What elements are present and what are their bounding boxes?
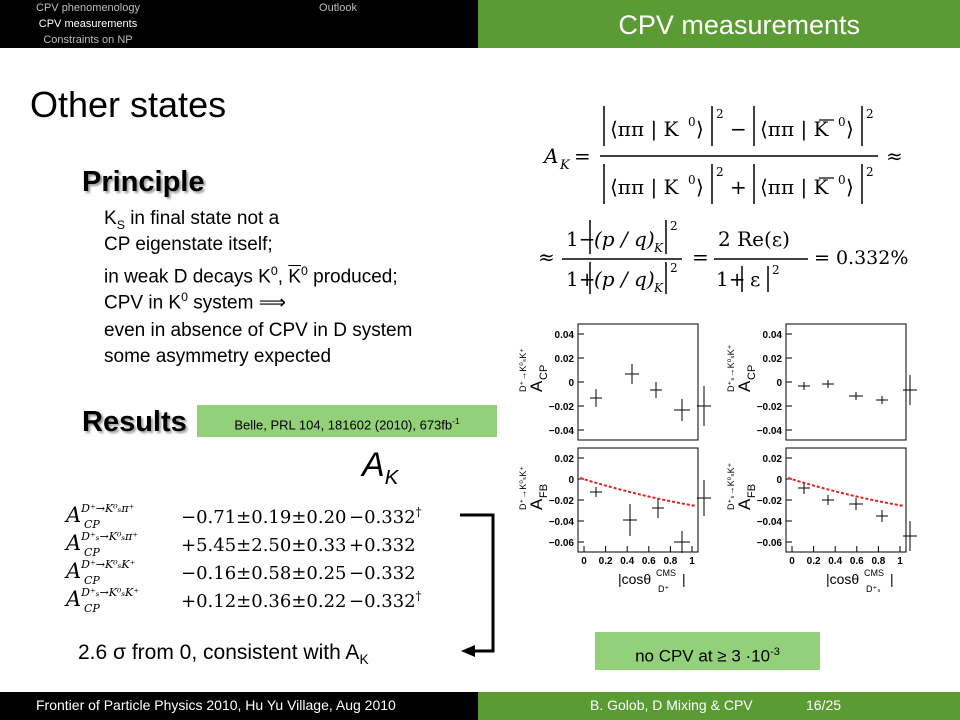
y-tick-label: 0: [568, 378, 574, 389]
svg-text:K: K: [654, 281, 663, 295]
svg-text:⟩: ⟩: [846, 117, 854, 141]
principle-line-2: CP eigenstate itself;: [104, 234, 273, 255]
decay-label: [726, 344, 736, 392]
svg-text:−: −: [730, 117, 747, 141]
expectation-curve: [788, 478, 904, 506]
x-tick-label: 0.6: [849, 556, 864, 567]
x-axis-label-sup: CMS: [656, 568, 676, 578]
svg-text:≈: ≈: [886, 144, 903, 168]
y-tick-label: −0.04: [756, 517, 782, 528]
svg-text:= 0.332%: = 0.332%: [814, 247, 909, 269]
svg-text:2: 2: [866, 107, 874, 121]
principle-line-3: in weak D decays $K^0$, $\overline{K}^0$ produced;: [104, 264, 398, 288]
svg-text:=: =: [692, 245, 709, 269]
y-label-text: A: [735, 498, 754, 510]
svg-text:2: 2: [670, 261, 678, 275]
svg-text:0: 0: [688, 173, 696, 187]
decay-label: [518, 348, 528, 392]
x-axis-label-sub: D⁺: [658, 584, 670, 594]
svg-text:0: 0: [838, 173, 846, 187]
svg-text:≈: ≈: [538, 245, 555, 269]
x-tick-label: 0: [581, 556, 587, 567]
plot-afb-dplus: [510, 440, 720, 600]
y-label-text: A: [527, 498, 546, 510]
svg-text:K: K: [560, 158, 570, 173]
principle-line-4: CPV in $K^0$ system ⟹: [104, 290, 286, 314]
page-title: Other states: [30, 84, 227, 125]
y-label-sub: CP: [538, 364, 550, 380]
svg-text:⟩: ⟩: [696, 117, 704, 141]
y-tick-label: −0.02: [756, 402, 782, 413]
plot-afb-dsplus: [718, 440, 928, 600]
nav-item-constraints-on-np[interactable]: Constraints on NP: [43, 34, 133, 46]
ak-formula: [536, 96, 912, 296]
svg-text:ε: ε: [750, 267, 761, 291]
results-heading: Results: [82, 406, 187, 438]
svg-text:2 Re(ε): 2 Re(ε): [718, 227, 790, 251]
x-axis-label: |cosθ: [826, 571, 860, 587]
y-tick-label: 0.02: [554, 454, 574, 465]
y-tick-label: −0.04: [548, 517, 574, 528]
x-tick-label: 1: [897, 556, 903, 567]
y-tick-label: −0.04: [756, 426, 782, 437]
svg-text:2: 2: [716, 165, 724, 179]
decay-label-text: D⁺ₛ→K⁰ₛK⁺: [726, 462, 736, 510]
x-axis-label-end: |: [682, 571, 686, 587]
y-axis-label: [527, 484, 550, 510]
svg-text:⟨ππ | K: ⟨ππ | K: [760, 117, 829, 141]
x-tick-label: 0.4: [828, 556, 843, 567]
nav-item-outlook[interactable]: Outlook: [319, 2, 357, 14]
svg-text:⟨ππ | K: ⟨ππ | K: [610, 117, 679, 141]
svg-text:A: A: [544, 144, 559, 168]
principle-heading: Principle: [82, 166, 205, 198]
y-axis-label: [527, 365, 550, 392]
y-axis-label: [735, 365, 758, 392]
x-tick-label: 0.2: [598, 556, 613, 567]
y-axis-label: [735, 484, 758, 510]
x-tick-label: 0.2: [806, 556, 821, 567]
y-label-sub: CP: [746, 364, 758, 380]
y-tick-label: −0.04: [548, 426, 574, 437]
y-tick-label: 0: [568, 475, 574, 486]
y-tick-label: −0.06: [548, 538, 574, 549]
svg-text:+: +: [730, 175, 747, 199]
svg-text:⟩: ⟩: [696, 175, 704, 199]
decay-label-text: D⁺→K⁰ₛK⁺: [518, 466, 528, 510]
plot-acp-dsplus: [718, 310, 928, 445]
svg-text:⟨ππ | K: ⟨ππ | K: [610, 175, 679, 199]
decay-label-text: D⁺→K⁰ₛK⁺: [518, 348, 528, 392]
svg-text:2: 2: [772, 263, 780, 277]
no-cpv-box: no CPV at ≥ $3 \cdot 10^{-3}$: [595, 632, 820, 670]
y-tick-label: 0.02: [554, 354, 574, 365]
x-tick-label: 0.6: [641, 556, 656, 567]
svg-text:2: 2: [716, 107, 724, 121]
principle-line-1: $K_S$ in final state not a: [104, 208, 280, 232]
svg-text:1+: 1+: [716, 267, 746, 291]
svg-text:K: K: [654, 241, 663, 255]
y-label-text: A: [527, 380, 546, 392]
plot-frame: [786, 448, 906, 552]
x-tick-label: 0: [789, 556, 795, 567]
citation-box: Belle, PRL 104, 181602 (2010), $673fb^{-1}$: [197, 405, 497, 437]
decay-label: [518, 466, 528, 510]
decay-label: [726, 462, 736, 510]
plot-frame: [578, 324, 698, 440]
svg-text:1−: 1−: [566, 227, 596, 251]
svg-text:⟩: ⟩: [846, 175, 854, 199]
x-tick-label: 0.8: [871, 556, 886, 567]
nav-item-cpv-phenomenology[interactable]: CPV phenomenology: [36, 2, 140, 14]
y-tick-label: −0.02: [548, 402, 574, 413]
x-tick-label: 0.4: [620, 556, 635, 567]
svg-text:0: 0: [688, 115, 696, 129]
svg-text:(p / q): (p / q): [594, 267, 655, 291]
footer-author: B. Golob, D Mixing & CPV: [590, 697, 753, 713]
y-tick-label: 0.04: [554, 330, 574, 341]
x-axis-label-end: |: [890, 571, 894, 587]
x-tick-label: 0.8: [663, 556, 678, 567]
y-tick-label: −0.02: [548, 496, 574, 507]
x-axis-label-sup: CMS: [864, 568, 884, 578]
x-axis-label-sub: D⁺ₛ: [866, 584, 881, 594]
y-tick-label: 0.02: [762, 354, 782, 365]
ak-column-label: $A_K$: [362, 446, 399, 489]
x-tick-label: 1: [689, 556, 695, 567]
y-label-text: A: [735, 380, 754, 392]
svg-text:=: =: [574, 144, 591, 168]
svg-text:1+: 1+: [566, 267, 596, 291]
plot-frame: [578, 448, 698, 552]
conclusion-text: 2.6 σ from 0, consistent with $A_K$: [78, 641, 369, 668]
y-label-sub: FB: [746, 483, 758, 498]
y-tick-label: 0.04: [762, 330, 782, 341]
bracket-arrow-icon: [455, 505, 505, 660]
principle-line-5: even in absence of CPV in D system: [104, 320, 413, 341]
y-tick-label: 0: [776, 378, 782, 389]
principle-line-6: some asymmetry expected: [104, 346, 332, 367]
y-tick-label: −0.06: [756, 538, 782, 549]
x-axis-label: |cosθ: [618, 571, 652, 587]
svg-text:2: 2: [670, 219, 678, 233]
svg-text:⟨ππ | K: ⟨ππ | K: [760, 175, 829, 199]
nav-item-cpv-measurements[interactable]: CPV measurements: [38, 18, 138, 30]
svg-text:0: 0: [838, 115, 846, 129]
footer-conference: Frontier of Particle Physics 2010, Hu Yu Village, Aug 2010: [36, 697, 396, 713]
svg-text:(p / q): (p / q): [594, 227, 655, 251]
implies-symbol: ⟹: [258, 292, 286, 314]
decay-label-text: D⁺ₛ→K⁰ₛK⁺: [726, 344, 736, 392]
y-tick-label: 0: [776, 475, 782, 486]
y-tick-label: −0.02: [756, 496, 782, 507]
y-tick-label: 0.02: [762, 454, 782, 465]
y-label-sub: FB: [538, 483, 550, 498]
plot-acp-dplus: [510, 310, 720, 445]
footer-page-number: 16/25: [806, 697, 842, 713]
section-title: CPV measurements: [618, 10, 860, 40]
svg-text:2: 2: [866, 165, 874, 179]
